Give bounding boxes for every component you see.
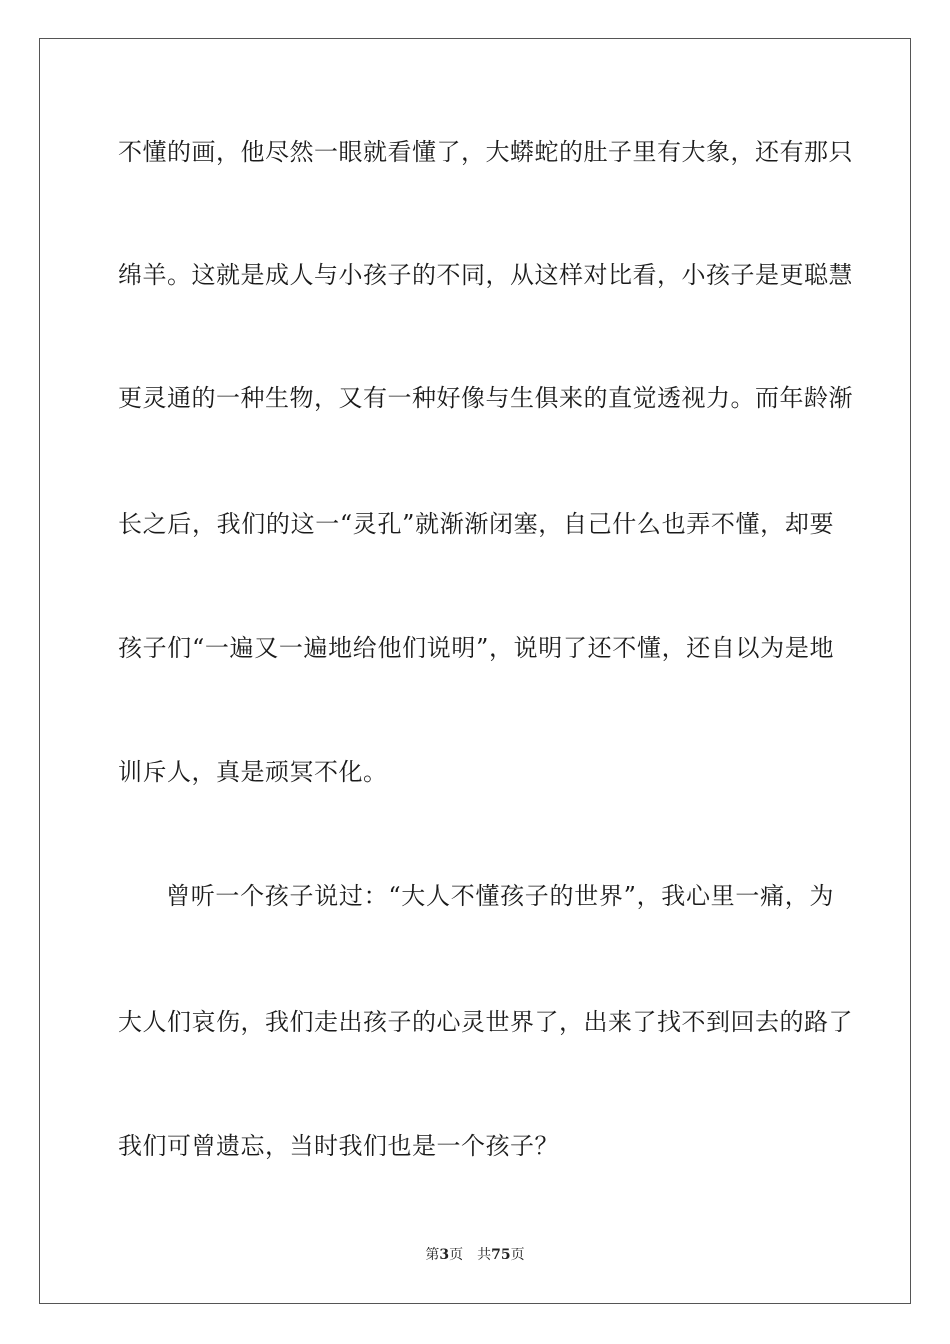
page-frame bbox=[39, 38, 911, 1304]
text-line-7-paragraph-start: 曾听一个孩子说过：“大人不懂孩子的世界”，我心里一痛，为 bbox=[166, 882, 834, 910]
page-footer bbox=[0, 1246, 950, 1264]
total-suffix: 页 bbox=[510, 1247, 525, 1263]
total-pages-number: 75 bbox=[491, 1247, 511, 1263]
total-prefix: 共 bbox=[477, 1247, 492, 1263]
text-line-6: 训斥人，真是顽冥不化。 bbox=[118, 758, 388, 786]
text-line-1: 不懂的画，他尽然一眼就看懂了，大蟒蛇的肚子里有大象，还有那只 bbox=[118, 138, 853, 166]
text-line-9: 我们可曾遗忘，当时我们也是一个孩子？ bbox=[118, 1132, 559, 1160]
text-line-2: 绵羊。这就是成人与小孩子的不同，从这样对比看，小孩子是更聪慧 bbox=[118, 261, 853, 289]
text-line-8: 大人们哀伤，我们走出孩子的心灵世界了，出来了找不到回去的路了 bbox=[118, 1008, 853, 1036]
current-page-number: 3 bbox=[439, 1247, 450, 1263]
page-suffix: 页 bbox=[449, 1247, 464, 1263]
text-line-5: 孩子们“一遍又一遍地给他们说明”，说明了还不懂，还自以为是地 bbox=[118, 634, 834, 662]
page-prefix: 第 bbox=[425, 1247, 440, 1263]
text-line-4: 长之后，我们的这一“灵孔”就渐渐闭塞，自己什么也弄不懂，却要 bbox=[118, 510, 834, 538]
text-line-3: 更灵通的一种生物，又有一种好像与生俱来的直觉透视力。而年龄渐 bbox=[118, 384, 853, 412]
